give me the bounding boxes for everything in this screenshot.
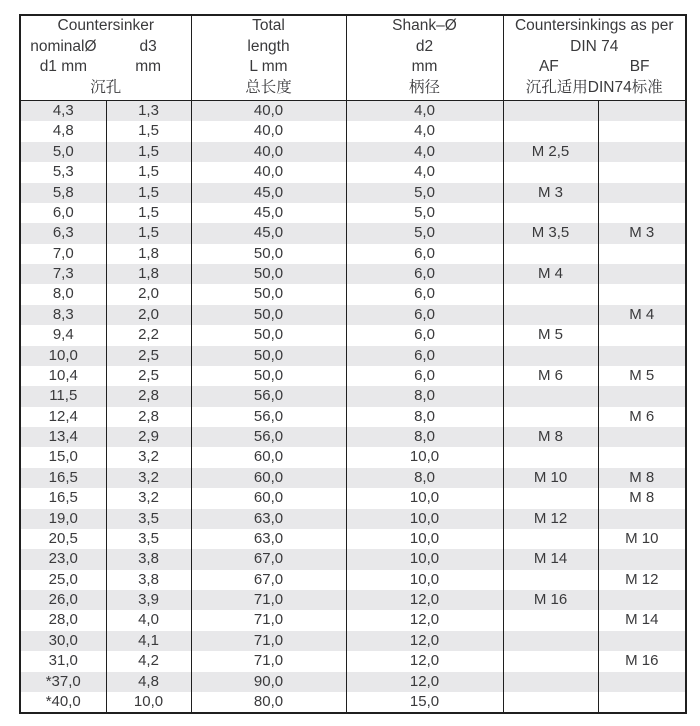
cell-af: M 6 <box>503 366 598 386</box>
cell-af: M 3 <box>503 183 598 203</box>
cell-d2: 12,0 <box>346 610 503 630</box>
cell-af <box>503 162 598 182</box>
cell-d3: 1,8 <box>106 264 191 284</box>
cell-af <box>503 447 598 467</box>
cell-d1: 28,0 <box>20 610 106 630</box>
cell-L: 40,0 <box>191 101 346 122</box>
header-total-length <box>191 15 346 101</box>
cell-d2: 4,0 <box>346 142 503 162</box>
cell-d2: 10,0 <box>346 570 503 590</box>
table-row <box>20 447 686 467</box>
cell-d3: 1,8 <box>106 244 191 264</box>
header-l-mm-label: L mm <box>249 58 288 75</box>
header-d3-mm-label: mm <box>135 58 162 75</box>
cell-af: M 4 <box>503 264 598 284</box>
cell-d1: 5,8 <box>20 183 106 203</box>
cell-L: 50,0 <box>191 305 346 325</box>
table-body <box>20 101 686 714</box>
cell-d2: 12,0 <box>346 651 503 671</box>
cell-L: 40,0 <box>191 162 346 182</box>
table-row <box>20 223 686 243</box>
cell-d2: 6,0 <box>346 264 503 284</box>
cell-d2: 8,0 <box>346 468 503 488</box>
cell-d3: 1,5 <box>106 183 191 203</box>
cell-d3: 3,2 <box>106 447 191 467</box>
cell-d2: 12,0 <box>346 590 503 610</box>
cell-L: 45,0 <box>191 183 346 203</box>
cell-d3: 3,2 <box>106 468 191 488</box>
header-total-label: Total <box>252 17 285 34</box>
cell-d1: *40,0 <box>20 692 106 713</box>
cell-d1: 26,0 <box>20 590 106 610</box>
cell-d2: 8,0 <box>346 386 503 406</box>
cell-af <box>503 610 598 630</box>
cell-d2: 10,0 <box>346 529 503 549</box>
cell-bf <box>598 264 686 284</box>
cell-d3: 2,5 <box>106 366 191 386</box>
table-row <box>20 570 686 590</box>
cell-d3: 4,8 <box>106 672 191 692</box>
countersinker-spec-table <box>19 14 687 714</box>
cell-d3: 1,5 <box>106 142 191 162</box>
cell-af: M 3,5 <box>503 223 598 243</box>
cell-af <box>503 651 598 671</box>
cell-d1: 12,4 <box>20 407 106 427</box>
header-countersinker-cn-label: 沉孔 <box>90 78 122 96</box>
header-din74-line1-label: Countersinkings as per <box>514 17 674 34</box>
cell-af: M 10 <box>503 468 598 488</box>
cell-d3: 1,5 <box>106 162 191 182</box>
cell-bf: M 12 <box>598 570 686 590</box>
cell-d2: 10,0 <box>346 447 503 467</box>
cell-bf <box>598 447 686 467</box>
cell-bf <box>598 427 686 447</box>
cell-d3: 2,2 <box>106 325 191 345</box>
cell-d1: 6,3 <box>20 223 106 243</box>
cell-d2: 4,0 <box>346 162 503 182</box>
header-countersinker-title: Countersinker <box>57 17 154 34</box>
cell-d2: 12,0 <box>346 631 503 651</box>
cell-bf <box>598 142 686 162</box>
cell-L: 80,0 <box>191 692 346 713</box>
cell-L: 56,0 <box>191 427 346 447</box>
table-row <box>20 183 686 203</box>
table-row <box>20 142 686 162</box>
cell-af <box>503 672 598 692</box>
cell-d2: 8,0 <box>346 407 503 427</box>
cell-d2: 6,0 <box>346 244 503 264</box>
cell-bf: M 6 <box>598 407 686 427</box>
table-row <box>20 488 686 508</box>
cell-bf <box>598 325 686 345</box>
cell-d3: 2,8 <box>106 407 191 427</box>
cell-d1: 10,0 <box>20 346 106 366</box>
cell-af <box>503 244 598 264</box>
cell-d1: 8,0 <box>20 284 106 304</box>
cell-L: 50,0 <box>191 325 346 345</box>
cell-bf <box>598 509 686 529</box>
cell-d3: 2,5 <box>106 346 191 366</box>
header-din74-line2-label: DIN 74 <box>570 37 619 55</box>
table-row <box>20 244 686 264</box>
cell-d2: 6,0 <box>346 305 503 325</box>
cell-d2: 5,0 <box>346 223 503 243</box>
cell-af <box>503 101 598 122</box>
cell-L: 67,0 <box>191 549 346 569</box>
cell-L: 71,0 <box>191 610 346 630</box>
cell-L: 71,0 <box>191 651 346 671</box>
header-shank-label: Shank–Ø <box>392 17 457 34</box>
cell-d1: 31,0 <box>20 651 106 671</box>
cell-d1: 9,4 <box>20 325 106 345</box>
cell-d1: 25,0 <box>20 570 106 590</box>
cell-d1: 7,0 <box>20 244 106 264</box>
cell-d2: 12,0 <box>346 672 503 692</box>
cell-d3: 4,0 <box>106 610 191 630</box>
cell-L: 50,0 <box>191 284 346 304</box>
header-length-label: length <box>247 37 290 55</box>
header-countersinker-sub1 <box>21 37 191 58</box>
cell-af: M 8 <box>503 427 598 447</box>
cell-af <box>503 305 598 325</box>
cell-L: 63,0 <box>191 509 346 529</box>
table-row <box>20 692 686 713</box>
table-row <box>20 407 686 427</box>
header-total-length-cn-label: 总长度 <box>245 78 292 96</box>
cell-L: 71,0 <box>191 590 346 610</box>
cell-L: 56,0 <box>191 386 346 406</box>
header-bf-label: BF <box>629 58 650 75</box>
cell-d2: 5,0 <box>346 183 503 203</box>
cell-d2: 10,0 <box>346 509 503 529</box>
cell-L: 71,0 <box>191 631 346 651</box>
cell-bf <box>598 346 686 366</box>
cell-af <box>503 284 598 304</box>
cell-d3: 1,5 <box>106 203 191 223</box>
header-shank-diameter <box>346 15 503 101</box>
cell-L: 50,0 <box>191 244 346 264</box>
cell-L: 67,0 <box>191 570 346 590</box>
cell-af <box>503 488 598 508</box>
table-row <box>20 509 686 529</box>
cell-af <box>503 346 598 366</box>
cell-d1: 5,0 <box>20 142 106 162</box>
header-nominal-diameter-label: nominalØ <box>30 37 97 55</box>
cell-d2: 15,0 <box>346 692 503 713</box>
header-d2-label: d2 <box>415 37 434 55</box>
cell-af: M 2,5 <box>503 142 598 162</box>
cell-af <box>503 529 598 549</box>
cell-d2: 4,0 <box>346 101 503 122</box>
cell-d1: 11,5 <box>20 386 106 406</box>
cell-d2: 5,0 <box>346 203 503 223</box>
cell-L: 40,0 <box>191 142 346 162</box>
cell-L: 60,0 <box>191 468 346 488</box>
table-row <box>20 284 686 304</box>
cell-d3: 3,8 <box>106 570 191 590</box>
cell-bf <box>598 203 686 223</box>
cell-bf: M 16 <box>598 651 686 671</box>
cell-d3: 2,0 <box>106 284 191 304</box>
cell-d1: 30,0 <box>20 631 106 651</box>
cell-bf: M 8 <box>598 488 686 508</box>
header-d3-label: d3 <box>139 37 157 55</box>
cell-d2: 6,0 <box>346 346 503 366</box>
cell-bf <box>598 692 686 713</box>
cell-bf <box>598 121 686 141</box>
table-row <box>20 386 686 406</box>
cell-bf <box>598 162 686 182</box>
table-row <box>20 610 686 630</box>
cell-bf <box>598 101 686 122</box>
cell-af: M 12 <box>503 509 598 529</box>
cell-L: 50,0 <box>191 264 346 284</box>
cell-d1: 16,5 <box>20 468 106 488</box>
cell-d2: 4,0 <box>346 121 503 141</box>
cell-L: 60,0 <box>191 447 346 467</box>
cell-af: M 16 <box>503 590 598 610</box>
cell-d3: 1,5 <box>106 121 191 141</box>
cell-d1: 8,3 <box>20 305 106 325</box>
cell-bf: M 14 <box>598 610 686 630</box>
cell-bf: M 8 <box>598 468 686 488</box>
table-row <box>20 346 686 366</box>
cell-d1: 4,3 <box>20 101 106 122</box>
header-countersinkings-din74 <box>503 15 686 101</box>
cell-L: 50,0 <box>191 366 346 386</box>
table-row <box>20 468 686 488</box>
cell-bf <box>598 590 686 610</box>
cell-d1: 5,3 <box>20 162 106 182</box>
cell-af <box>503 692 598 713</box>
table-row <box>20 529 686 549</box>
cell-d3: 4,1 <box>106 631 191 651</box>
cell-af <box>503 386 598 406</box>
table-row <box>20 672 686 692</box>
cell-af <box>503 121 598 141</box>
cell-d1: 6,0 <box>20 203 106 223</box>
cell-d1: 10,4 <box>20 366 106 386</box>
cell-d1: 16,5 <box>20 488 106 508</box>
cell-bf <box>598 183 686 203</box>
cell-bf: M 5 <box>598 366 686 386</box>
cell-bf <box>598 386 686 406</box>
cell-d3: 1,3 <box>106 101 191 122</box>
cell-d1: 13,4 <box>20 427 106 447</box>
cell-L: 40,0 <box>191 121 346 141</box>
header-d2-mm-label: mm <box>411 58 438 75</box>
header-shank-cn-label: 柄径 <box>408 78 440 96</box>
cell-bf <box>598 244 686 264</box>
cell-L: 90,0 <box>191 672 346 692</box>
table-row <box>20 631 686 651</box>
table-row <box>20 590 686 610</box>
cell-bf: M 10 <box>598 529 686 549</box>
cell-d1: 20,5 <box>20 529 106 549</box>
cell-d3: 1,5 <box>106 223 191 243</box>
cell-bf <box>598 631 686 651</box>
cell-d1: 23,0 <box>20 549 106 569</box>
cell-d2: 6,0 <box>346 284 503 304</box>
cell-d1: 4,8 <box>20 121 106 141</box>
cell-af <box>503 570 598 590</box>
cell-d1: 15,0 <box>20 447 106 467</box>
cell-bf <box>598 284 686 304</box>
cell-af: M 5 <box>503 325 598 345</box>
header-row <box>20 15 686 101</box>
cell-d2: 6,0 <box>346 325 503 345</box>
cell-L: 56,0 <box>191 407 346 427</box>
header-d1-mm-label: d1 mm <box>39 58 88 75</box>
cell-d3: 3,5 <box>106 509 191 529</box>
cell-af <box>503 203 598 223</box>
cell-L: 45,0 <box>191 203 346 223</box>
cell-L: 45,0 <box>191 223 346 243</box>
cell-af <box>503 407 598 427</box>
table-row <box>20 101 686 122</box>
cell-L: 63,0 <box>191 529 346 549</box>
cell-d3: 3,2 <box>106 488 191 508</box>
header-af-label: AF <box>538 58 559 75</box>
cell-L: 50,0 <box>191 346 346 366</box>
cell-d2: 6,0 <box>346 366 503 386</box>
cell-d3: 3,5 <box>106 529 191 549</box>
table-row <box>20 549 686 569</box>
table-row <box>20 264 686 284</box>
table-row <box>20 366 686 386</box>
cell-bf: M 3 <box>598 223 686 243</box>
header-din74-cn-label: 沉孔适用DIN74标准 <box>525 78 663 96</box>
cell-d2: 8,0 <box>346 427 503 447</box>
cell-af: M 14 <box>503 549 598 569</box>
table-row <box>20 325 686 345</box>
header-countersinker <box>20 15 191 101</box>
header-countersinker-sub2 <box>21 57 191 78</box>
cell-d1: 7,3 <box>20 264 106 284</box>
cell-d3: 2,0 <box>106 305 191 325</box>
table-row <box>20 203 686 223</box>
table-row <box>20 651 686 671</box>
table-row <box>20 305 686 325</box>
cell-d3: 3,9 <box>106 590 191 610</box>
table-row <box>20 427 686 447</box>
cell-d3: 4,2 <box>106 651 191 671</box>
cell-d1: *37,0 <box>20 672 106 692</box>
cell-d3: 2,8 <box>106 386 191 406</box>
cell-d3: 10,0 <box>106 692 191 713</box>
cell-d3: 2,9 <box>106 427 191 447</box>
cell-af <box>503 631 598 651</box>
table-row <box>20 162 686 182</box>
cell-bf <box>598 672 686 692</box>
table-row <box>20 121 686 141</box>
cell-d2: 10,0 <box>346 549 503 569</box>
cell-L: 60,0 <box>191 488 346 508</box>
cell-bf: M 4 <box>598 305 686 325</box>
cell-d1: 19,0 <box>20 509 106 529</box>
header-af-bf-row <box>504 57 686 78</box>
cell-bf <box>598 549 686 569</box>
cell-d2: 10,0 <box>346 488 503 508</box>
cell-d3: 3,8 <box>106 549 191 569</box>
